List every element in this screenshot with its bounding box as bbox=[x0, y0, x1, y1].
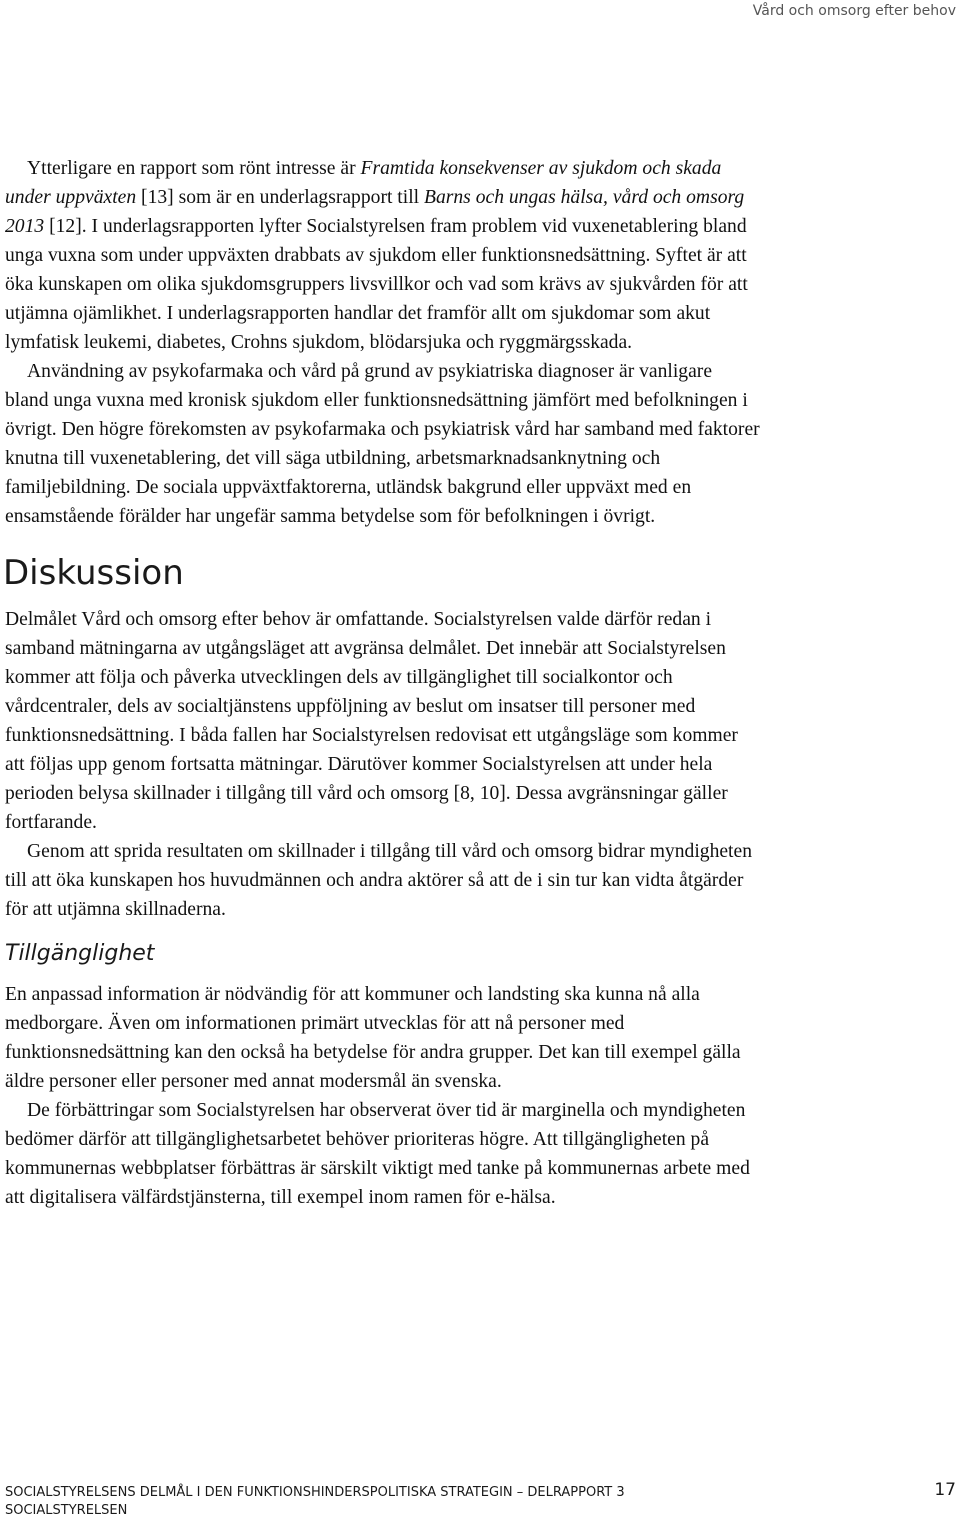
running-header: Vård och omsorg efter behov bbox=[752, 3, 956, 19]
paragraph-intro bbox=[5, 154, 760, 357]
report-title-barns: Barns och ungas hälsa, vård och omsorg 2013 bbox=[5, 187, 745, 237]
document-body bbox=[5, 154, 760, 1212]
paragraph-anpassad-information: En anpassad information är nödvändig för att kommuner och landsting ska kunna nå alla medborgare. Även om informationen primärt utvecklas för att nå personer med funktionsnedsättning kan den också ha betydelse för andra grupper. Det kan till exempel gälla äldre personer eller personer med annat modersmål än svenska. bbox=[5, 984, 741, 1092]
page-number: 17 bbox=[934, 1480, 956, 1500]
paragraph-delmalet: Delmålet Vård och omsorg efter behov är omfattande. Socialstyrelsen valde därför redan i samband mätningarna av utgångsläget att avgränsa delmålet. Det innebär att Socialstyrelsen kommer att följa och påverka utvecklingen dels av tillgänglighet till socialkontor och vårdcentraler, dels av socialtjänstens uppföljning av beslut om insatser till personer med funktionsnedsättning. I båda fallen har Socialstyrelsen redovisat ett utgångsläge som kommer att följas upp genom fortsatta mätningar. Därutöver kommer Socialstyrelsen att under hela perioden belysa skillnader i tillgång till vård och omsorg [8, 10]. Dessa avgränsningar gäller fortfarande. bbox=[5, 609, 738, 833]
paragraph-sprida-resultaten: Genom att sprida resultaten om skillnader i tillgång till vård och omsorg bidrar myndigheten till att öka kunskapen hos huvudmännen och andra aktörer så att de i sin tur kan vidta åtgärder för att utjämna skillnaderna. bbox=[5, 841, 752, 920]
footer-report-title: SOCIALSTYRELSENS DELMÅL I DEN FUNKTIONSHINDERSPOLITISKA STRATEGIN – DELRAPPORT 3 bbox=[5, 1485, 625, 1500]
report-title-framtida: Framtida konsekvenser av sjukdom och skada under uppväxten bbox=[5, 158, 722, 208]
section-heading-diskussion: Diskussion bbox=[3, 553, 184, 593]
footer-publisher: SOCIALSTYRELSEN bbox=[5, 1503, 128, 1518]
paragraph-intro-text-c: [12]. I underlagsrapporten lyfter Socialstyrelsen fram problem vid vuxenetablering bland unga vuxna som under uppväxten drabbats av sjukdom eller funktionsnedsättning. Syftet är att öka kunskapen om olika sjukdomsgruppers livsvillkor och vad som krävs av sjukvården för att utjämna ojämlikhet. I underlagsrapporten handlar det framför allt om sjukdomar som akut lymfatisk leukemi, diabetes, Crohns sjukdom, blödarsjuka och ryggmärgsskada. bbox=[5, 216, 748, 353]
page-footer bbox=[5, 1484, 625, 1520]
sub-heading-tillganglighet: Tillgänglighet bbox=[5, 941, 155, 966]
paragraph-intro-text-a: Ytterligare en rapport som rönt intresse är bbox=[27, 158, 361, 179]
paragraph-forbattringar: De förbättringar som Socialstyrelsen har observerat över tid är marginella och myndigheten bedömer därför att tillgänglighetsarbetet behöver prioriteras högre. Att tillgängligheten på kommunernas webbplatser förbättras är särskilt viktigt med tanke på kommunernas arbete med att digitalisera välfärdstjänsterna, till exempel inom ramen för e-hälsa. bbox=[5, 1100, 750, 1208]
paragraph-psykofarmaka: Användning av psykofarmaka och vård på grund av psykiatriska diagnoser är vanligare bland unga vuxna med kronisk sjukdom eller funktionsnedsättning jämfört med befolkningen i övrigt. Den högre förekomsten av psykofarmaka och psykiatrisk vård har samband med faktorer knutna till vuxenetablering, det vill säga utbildning, arbetsmarknadsanknytning och familjebildning. De sociala uppväxtfaktorerna, utländsk bakgrund eller uppväxt med en ensamstående förälder har ungefär samma betydelse som för befolkningen i övrigt. bbox=[5, 361, 760, 527]
paragraph-intro-text-b: [13] som är en underlagsrapport till bbox=[136, 187, 424, 208]
